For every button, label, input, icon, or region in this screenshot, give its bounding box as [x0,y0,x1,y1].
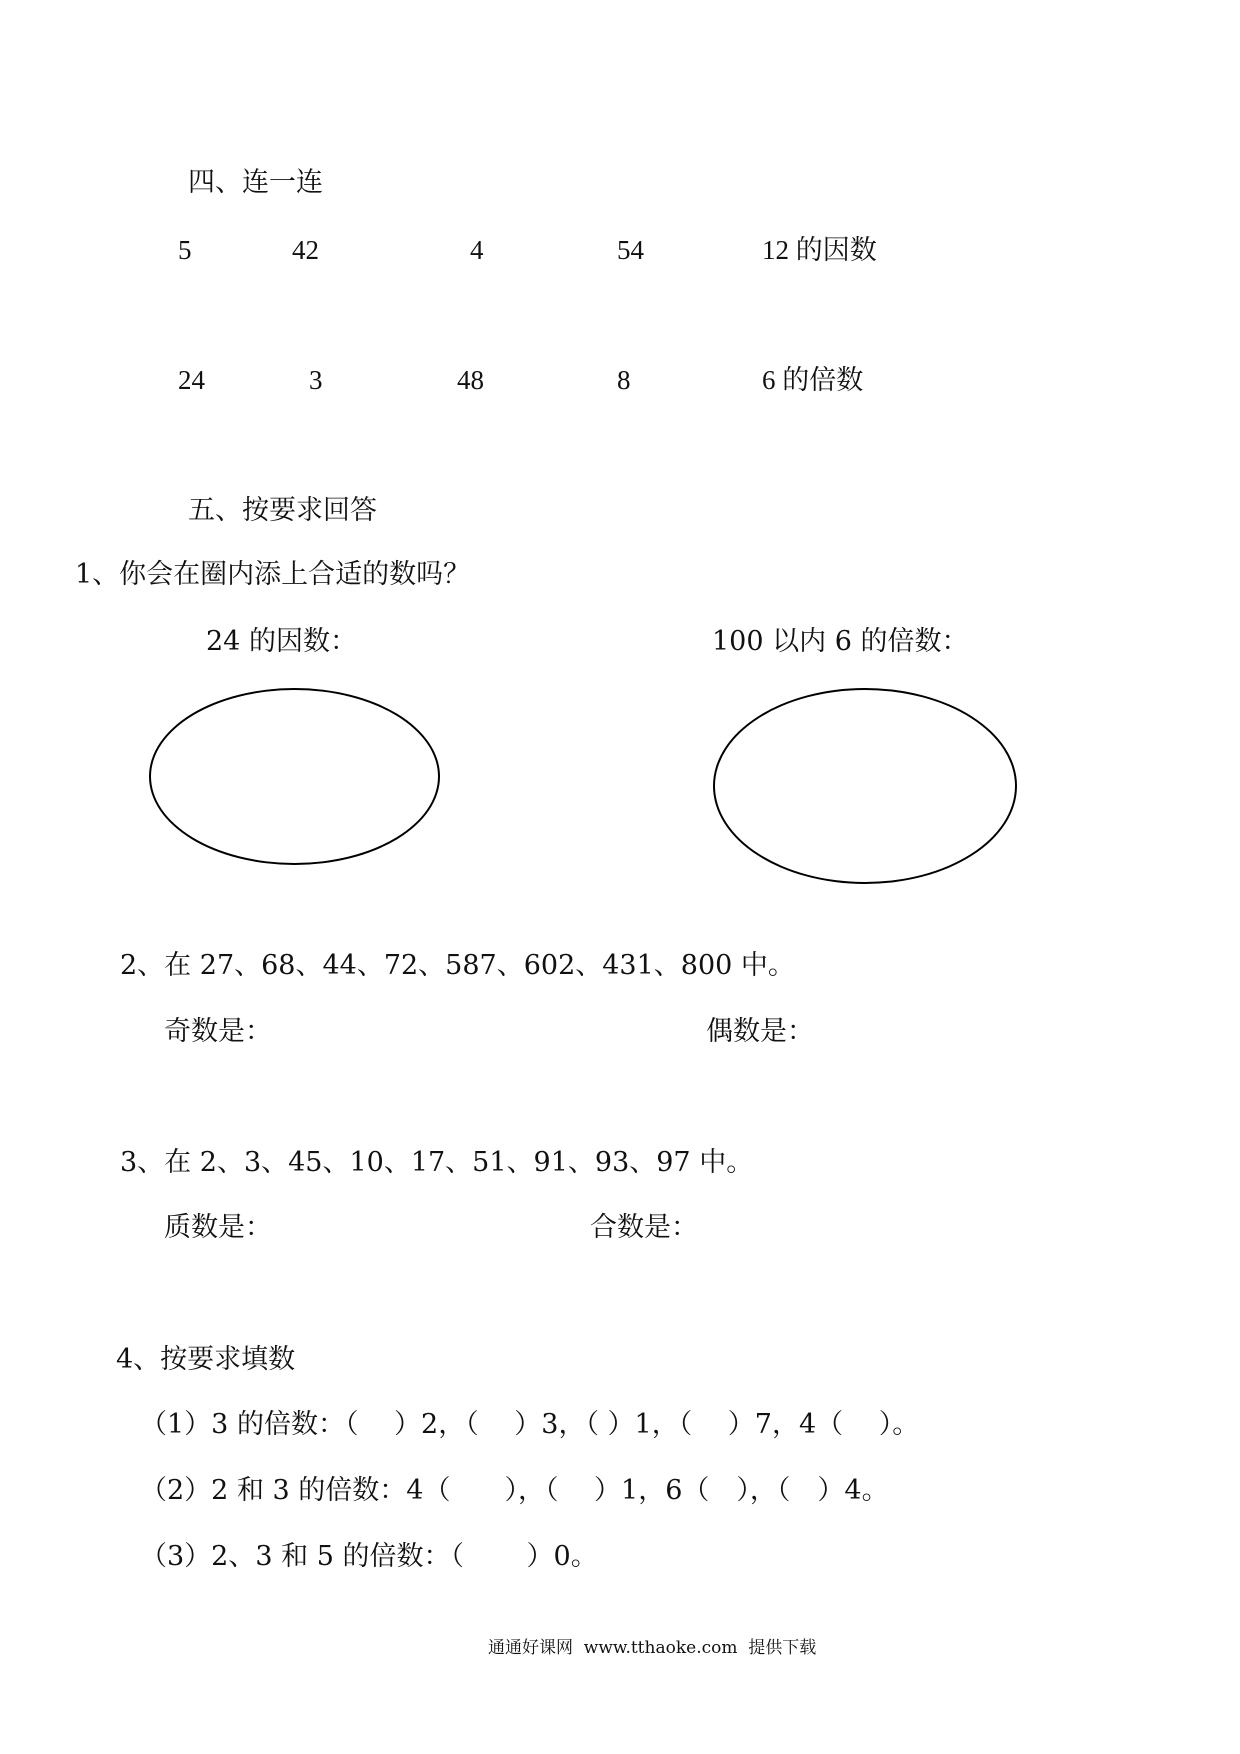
q2-even-label: 偶数是： [706,1016,814,1047]
q4-line-1: （1）3 的倍数：（ ）2，（ ）3，（ ）1，（ ）7，4（ ）。 [140,1409,920,1440]
row2-target: 6 的倍数 [762,365,864,395]
q3-composite-label: 合数是： [590,1212,698,1243]
row2-item-1: 24 [178,365,205,395]
q2-question: 2、在 27、68、44、72、587、602、431、800 中。 [120,950,795,981]
section4-title: 四、连一连 [188,167,323,198]
q4-line-2: （2）2 和 3 的倍数：4（ ），（ ）1，6（ ），（ ）4。 [140,1475,889,1506]
footer-text: 通通好课网 www.tthaoke.com 提供下载 [488,1638,817,1658]
answer-ellipse-right[interactable] [713,688,1017,884]
row1-item-1: 5 [178,235,192,265]
row2-item-2: 3 [309,365,323,395]
row1-item-2: 42 [292,235,319,265]
q3-question: 3、在 2、3、45、10、17、51、91、93、97 中。 [120,1147,754,1178]
q1-right-label: 100 以内 6 的倍数： [712,626,969,657]
answer-ellipse-left[interactable] [149,688,440,865]
section5-title: 五、按要求回答 [188,495,377,526]
row1-item-4: 54 [617,235,644,265]
q1-question: 1、你会在圈内添上合适的数吗？ [75,559,471,590]
q3-prime-label: 质数是： [164,1212,272,1243]
row2-item-3: 48 [457,365,484,395]
row2-item-4: 8 [617,365,631,395]
q1-left-label: 24 的因数： [206,626,357,657]
q4-line-3: （3）2、3 和 5 的倍数：（ ）0。 [140,1541,598,1572]
q4-question: 4、按要求填数 [116,1344,296,1375]
row1-item-3: 4 [470,235,484,265]
row1-target: 12 的因数 [762,235,877,265]
q2-odd-label: 奇数是： [164,1016,272,1047]
